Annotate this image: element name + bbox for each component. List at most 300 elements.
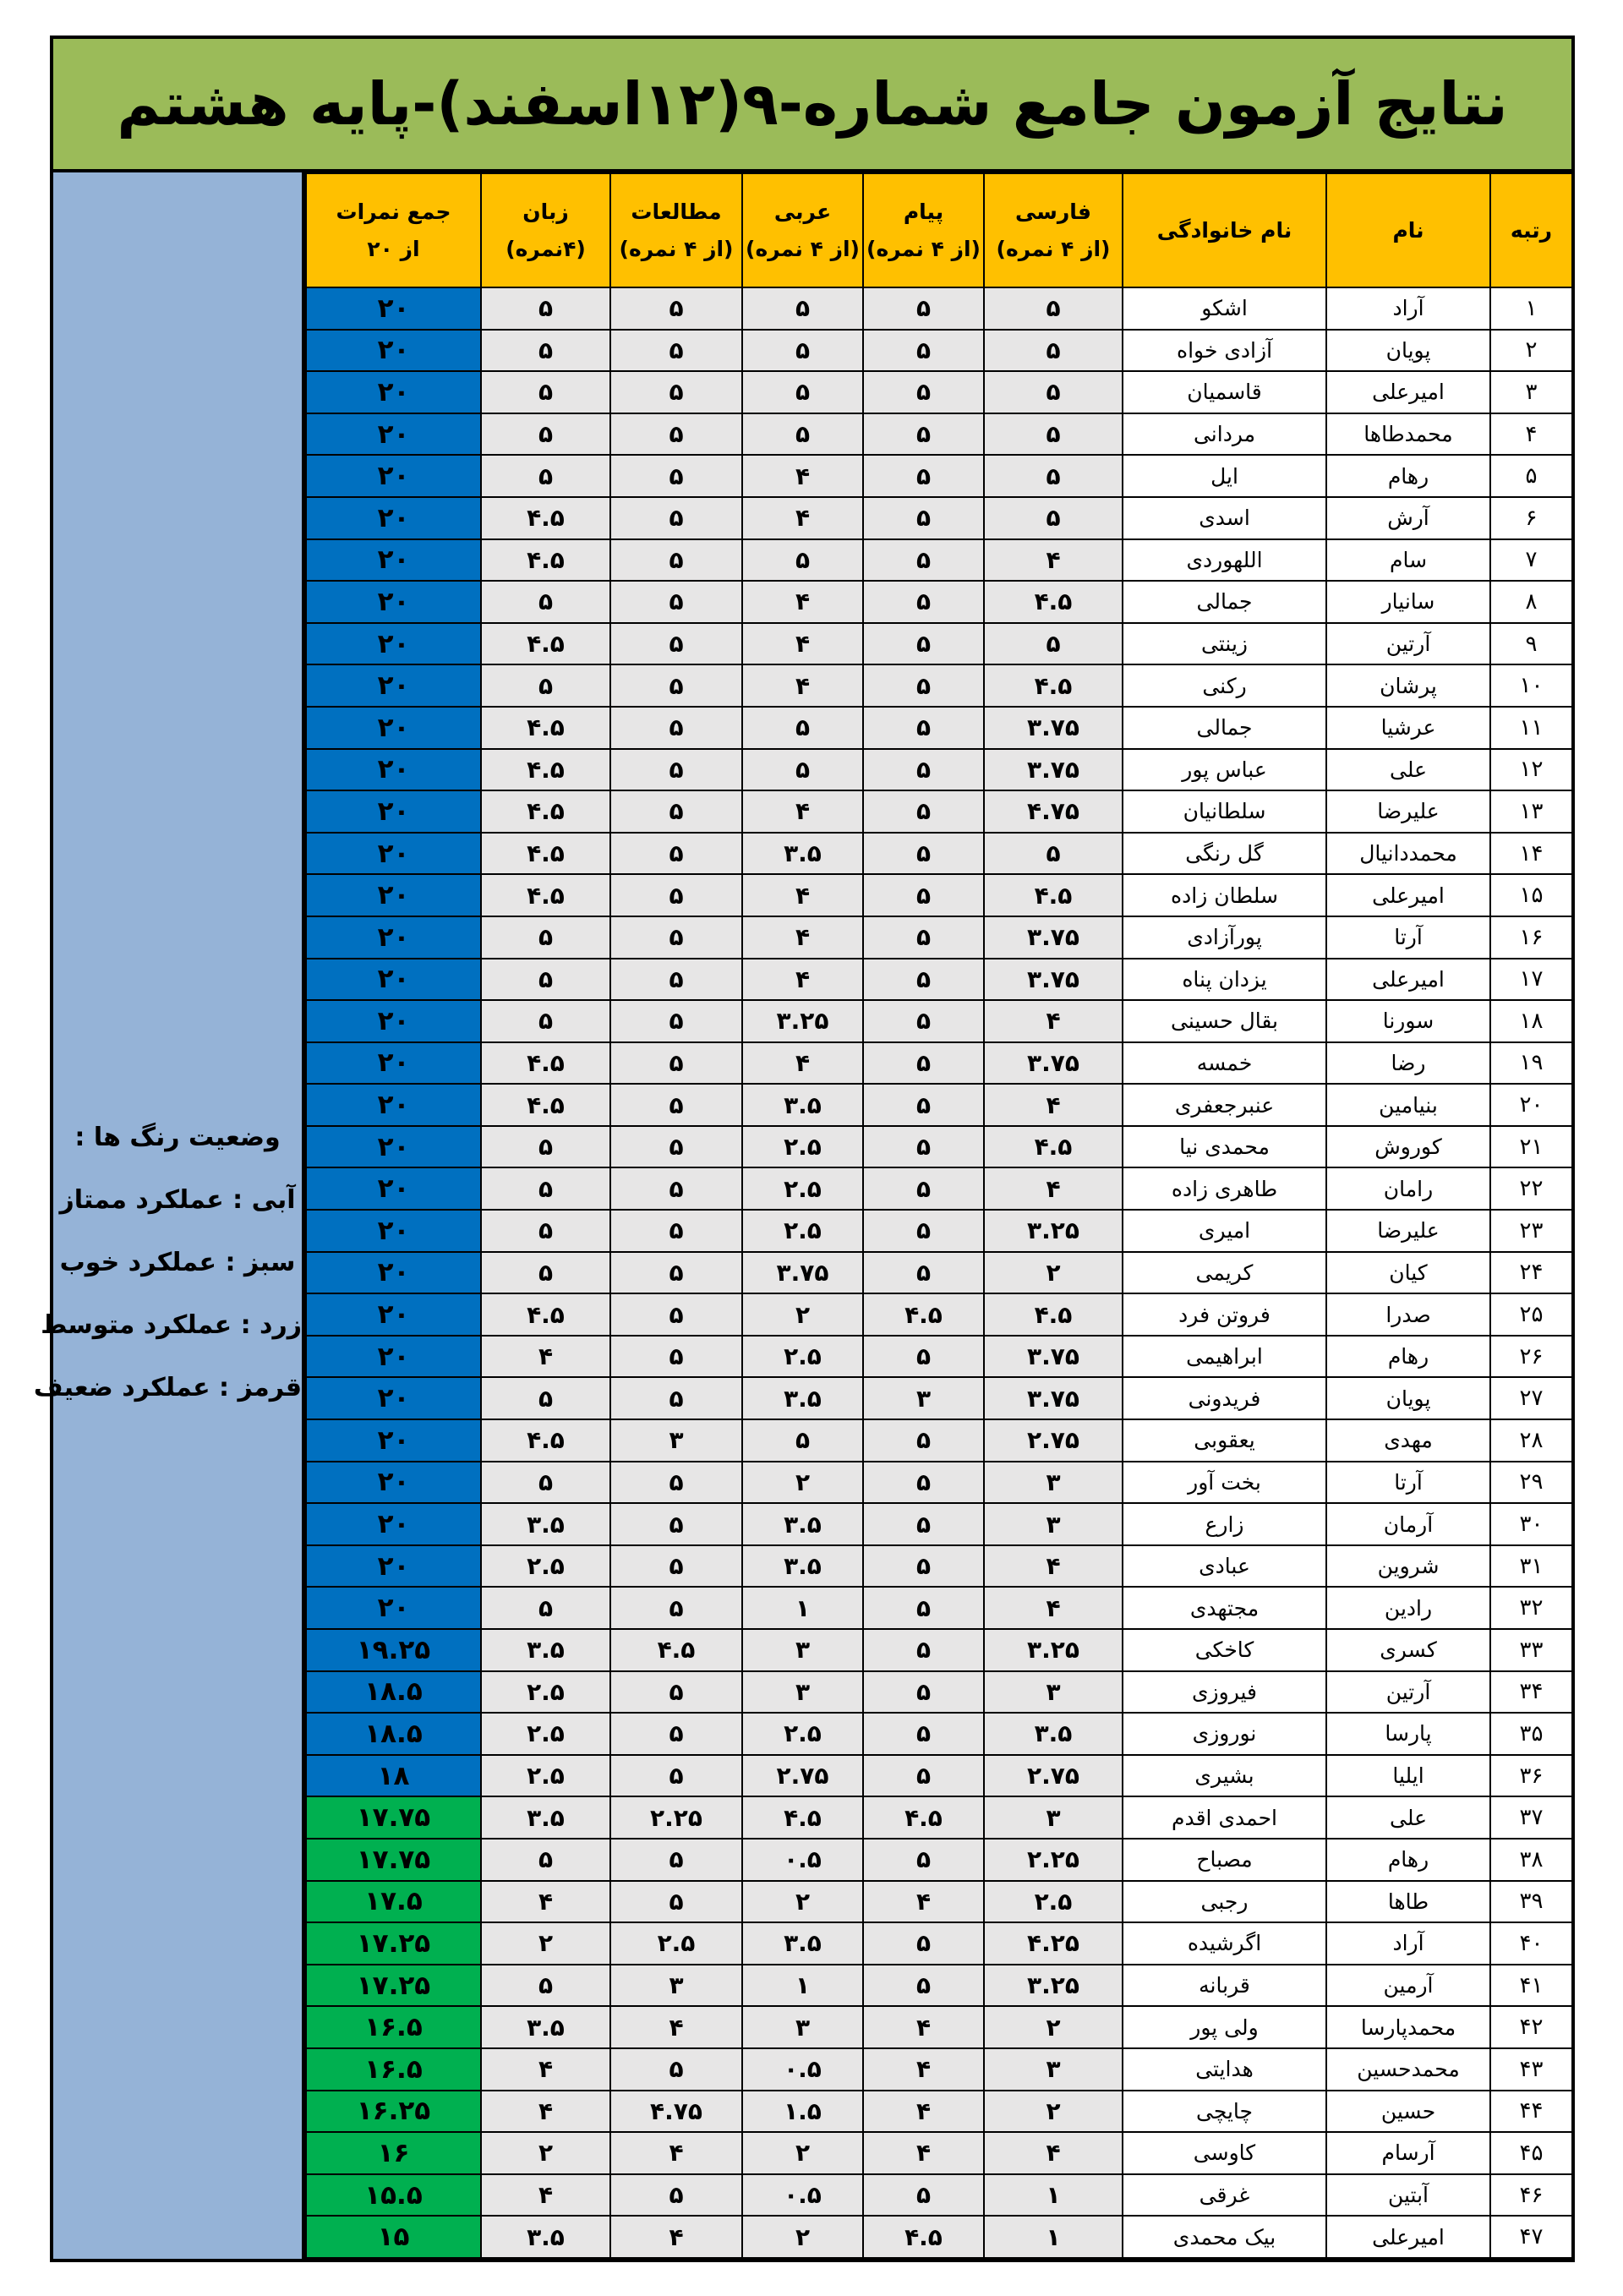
payam-score-cell: ۵ [863, 413, 984, 456]
farsi-score-cell: ۵ [984, 623, 1123, 665]
motaleat-score-cell: ۵ [610, 1839, 742, 1881]
total-score-cell: ۲۰ [306, 1377, 481, 1419]
total-score-cell: ۱۷.۷۵ [306, 1796, 481, 1839]
table-row [306, 413, 1572, 456]
rank-cell: ۷ [1490, 539, 1572, 582]
family-cell: مصباح [1123, 1839, 1326, 1881]
payam-score-cell: ۵ [863, 1336, 984, 1378]
rank-cell: ۱۱ [1490, 707, 1572, 749]
arabi-score-cell: ۳ [742, 2006, 863, 2048]
table-row [306, 1210, 1572, 1252]
zaban-score-cell: ۵ [481, 959, 610, 1001]
farsi-score-cell: ۴.۵ [984, 874, 1123, 916]
name-cell: حسین [1326, 2091, 1490, 2133]
rank-cell: ۱۴ [1490, 833, 1572, 875]
rank-cell: ۲۷ [1490, 1377, 1572, 1419]
table-row [306, 2006, 1572, 2048]
zaban-score-cell: ۵ [481, 1126, 610, 1168]
name-cell: علی [1326, 1796, 1490, 1839]
family-cell: امیری [1123, 1210, 1326, 1252]
col-header-family: نام خانوادگی [1123, 173, 1326, 287]
rank-cell: ۴۷ [1490, 2216, 1572, 2258]
rank-cell: ۵ [1490, 455, 1572, 497]
motaleat-score-cell: ۴.۷۵ [610, 2091, 742, 2133]
table-row [306, 1252, 1572, 1294]
zaban-score-cell: ۵ [481, 1167, 610, 1210]
name-cell: سورنا [1326, 1000, 1490, 1042]
total-score-cell: ۲۰ [306, 1126, 481, 1168]
table-row [306, 1545, 1572, 1588]
name-cell: کسری [1326, 1629, 1490, 1671]
family-cell: طاهری زاده [1123, 1167, 1326, 1210]
zaban-score-cell: ۴ [481, 2048, 610, 2091]
payam-score-cell: ۵ [863, 874, 984, 916]
total-score-cell: ۲۰ [306, 664, 481, 707]
name-cell: رامان [1326, 1167, 1490, 1210]
family-cell: سلطان زاده [1123, 874, 1326, 916]
total-score-cell: ۲۰ [306, 916, 481, 959]
total-score-cell: ۲۰ [306, 1210, 481, 1252]
name-cell: ایلیا [1326, 1755, 1490, 1797]
motaleat-score-cell: ۵ [610, 1167, 742, 1210]
color-legend [33, 1107, 302, 1419]
col-header-farsi: فارسی (از ۴ نمره) [984, 173, 1123, 287]
motaleat-score-cell: ۵ [610, 707, 742, 749]
page-title: نتایج آزمون جامع شماره-۹(۱۲اسفند)-پایه هشتم [53, 39, 1571, 172]
rank-cell: ۱۲ [1490, 749, 1572, 791]
family-cell: مردانی [1123, 413, 1326, 456]
family-cell: ولی پور [1123, 2006, 1326, 2048]
name-cell: پویان [1326, 330, 1490, 372]
name-cell: محمدطاها [1326, 413, 1490, 456]
family-cell: کریمی [1123, 1252, 1326, 1294]
rank-cell: ۶ [1490, 497, 1572, 539]
farsi-score-cell: ۳.۲۵ [984, 1629, 1123, 1671]
motaleat-score-cell: ۵ [610, 833, 742, 875]
col-header-payam: پیام (از ۴ نمره) [863, 173, 984, 287]
name-cell: عرشیا [1326, 707, 1490, 749]
zaban-score-cell: ۲.۵ [481, 1713, 610, 1755]
arabi-score-cell: ۳.۵ [742, 1503, 863, 1545]
arabi-score-cell: ۱ [742, 1587, 863, 1629]
name-cell: آراد [1326, 1922, 1490, 1965]
family-cell: مجتهدی [1123, 1587, 1326, 1629]
motaleat-score-cell: ۵ [610, 413, 742, 456]
rank-cell: ۴۴ [1490, 2091, 1572, 2133]
total-score-cell: ۱۷.۷۵ [306, 1839, 481, 1881]
total-score-cell: ۱۸.۵ [306, 1671, 481, 1714]
name-cell: طاها [1326, 1881, 1490, 1923]
name-cell: رهام [1326, 1336, 1490, 1378]
name-cell: پارسا [1326, 1713, 1490, 1755]
zaban-score-cell: ۴ [481, 2091, 610, 2133]
zaban-score-cell: ۴.۵ [481, 1042, 610, 1085]
farsi-score-cell: ۴ [984, 2132, 1123, 2174]
table-row [306, 1042, 1572, 1085]
farsi-score-cell: ۳ [984, 2048, 1123, 2091]
name-cell: علیرضا [1326, 1210, 1490, 1252]
farsi-score-cell: ۳ [984, 1503, 1123, 1545]
family-cell: بشیری [1123, 1755, 1326, 1797]
arabi-score-cell: ۳ [742, 1671, 863, 1714]
payam-score-cell: ۵ [863, 1503, 984, 1545]
rank-cell: ۲۸ [1490, 1419, 1572, 1462]
motaleat-score-cell: ۴ [610, 2216, 742, 2258]
total-score-cell: ۲۰ [306, 455, 481, 497]
total-score-cell: ۱۸.۵ [306, 1713, 481, 1755]
name-cell: مهدی [1326, 1419, 1490, 1462]
payam-score-cell: ۵ [863, 1545, 984, 1588]
zaban-score-cell: ۲.۵ [481, 1755, 610, 1797]
payam-score-cell: ۵ [863, 1252, 984, 1294]
name-cell: محمدحسین [1326, 2048, 1490, 2091]
rank-cell: ۲۰ [1490, 1084, 1572, 1126]
zaban-score-cell: ۵ [481, 1377, 610, 1419]
name-cell: امیرعلی [1326, 2216, 1490, 2258]
zaban-score-cell: ۵ [481, 581, 610, 623]
total-score-cell: ۲۰ [306, 1042, 481, 1085]
payam-score-cell: ۵ [863, 1587, 984, 1629]
total-score-cell: ۱۶ [306, 2132, 481, 2174]
farsi-score-cell: ۴ [984, 539, 1123, 582]
total-score-cell: ۲۰ [306, 1587, 481, 1629]
table-row [306, 330, 1572, 372]
results-table [305, 172, 1573, 2259]
arabi-score-cell: ۴.۵ [742, 1796, 863, 1839]
payam-score-cell: ۵ [863, 1755, 984, 1797]
rank-cell: ۴۱ [1490, 1965, 1572, 2007]
family-cell: محمدی نیا [1123, 1126, 1326, 1168]
table-row [306, 2091, 1572, 2133]
table-row [306, 1377, 1572, 1419]
motaleat-score-cell: ۵ [610, 1293, 742, 1336]
zaban-score-cell: ۴ [481, 2174, 610, 2217]
total-score-cell: ۲۰ [306, 413, 481, 456]
farsi-score-cell: ۲.۷۵ [984, 1419, 1123, 1462]
rank-cell: ۱ [1490, 287, 1572, 330]
zaban-score-cell: ۴.۵ [481, 707, 610, 749]
table-row [306, 1839, 1572, 1881]
zaban-score-cell: ۴.۵ [481, 749, 610, 791]
motaleat-score-cell: ۵ [610, 1084, 742, 1126]
zaban-score-cell: ۲ [481, 1922, 610, 1965]
payam-score-cell: ۵ [863, 1839, 984, 1881]
table-row [306, 1629, 1572, 1671]
payam-score-cell: ۵ [863, 833, 984, 875]
total-score-cell: ۱۸ [306, 1755, 481, 1797]
farsi-score-cell: ۲ [984, 1252, 1123, 1294]
farsi-score-cell: ۳.۲۵ [984, 1965, 1123, 2007]
payam-score-cell: ۵ [863, 959, 984, 1001]
payam-score-cell: ۵ [863, 1922, 984, 1965]
table-row [306, 497, 1572, 539]
family-cell: ابراهیمی [1123, 1336, 1326, 1378]
table-row [306, 1462, 1572, 1504]
family-cell: عبادی [1123, 1545, 1326, 1588]
farsi-score-cell: ۳.۵ [984, 1713, 1123, 1755]
family-cell: اشکو [1123, 287, 1326, 330]
name-cell: آرمین [1326, 1965, 1490, 2007]
name-cell: آرش [1326, 497, 1490, 539]
total-score-cell: ۲۰ [306, 707, 481, 749]
motaleat-score-cell: ۵ [610, 2048, 742, 2091]
payam-score-cell: ۵ [863, 1965, 984, 2007]
table-row [306, 790, 1572, 833]
rank-cell: ۲۳ [1490, 1210, 1572, 1252]
arabi-score-cell: ۴ [742, 1042, 863, 1085]
arabi-score-cell: ۲ [742, 2216, 863, 2258]
arabi-score-cell: ۵ [742, 413, 863, 456]
family-cell: زارع [1123, 1503, 1326, 1545]
total-score-cell: ۲۰ [306, 371, 481, 413]
total-score-cell: ۲۰ [306, 1462, 481, 1504]
zaban-score-cell: ۵ [481, 1965, 610, 2007]
arabi-score-cell: ۲.۵ [742, 1167, 863, 1210]
total-score-cell: ۱۷.۲۵ [306, 1965, 481, 2007]
arabi-score-cell: ۱ [742, 1965, 863, 2007]
farsi-score-cell: ۲ [984, 2006, 1123, 2048]
farsi-score-cell: ۳.۲۵ [984, 1210, 1123, 1252]
motaleat-score-cell: ۵ [610, 1713, 742, 1755]
table-row [306, 1167, 1572, 1210]
family-cell: جمالی [1123, 707, 1326, 749]
rank-cell: ۲۵ [1490, 1293, 1572, 1336]
name-cell: کیان [1326, 1252, 1490, 1294]
payam-score-cell: ۵ [863, 455, 984, 497]
motaleat-score-cell: ۵ [610, 1545, 742, 1588]
rank-cell: ۳۲ [1490, 1587, 1572, 1629]
zaban-score-cell: ۴.۵ [481, 790, 610, 833]
zaban-score-cell: ۴ [481, 1336, 610, 1378]
rank-cell: ۲ [1490, 330, 1572, 372]
table-row [306, 664, 1572, 707]
farsi-score-cell: ۵ [984, 833, 1123, 875]
farsi-score-cell: ۴.۵ [984, 581, 1123, 623]
arabi-score-cell: ۴ [742, 916, 863, 959]
payam-score-cell: ۵ [863, 1462, 984, 1504]
arabi-score-cell: ۰.۵ [742, 2174, 863, 2217]
motaleat-score-cell: ۵ [610, 287, 742, 330]
name-cell: آرتا [1326, 1462, 1490, 1504]
motaleat-score-cell: ۵ [610, 1252, 742, 1294]
family-cell: قربانه [1123, 1965, 1326, 2007]
col-header-motaleat: مطالعات (از ۴ نمره) [610, 173, 742, 287]
total-score-cell: ۱۶.۵ [306, 2006, 481, 2048]
family-cell: بیک محمدی [1123, 2216, 1326, 2258]
col-header-rank: رتبه [1490, 173, 1572, 287]
family-cell: بخت آور [1123, 1462, 1326, 1504]
total-score-cell: ۲۰ [306, 330, 481, 372]
zaban-score-cell: ۴.۵ [481, 874, 610, 916]
name-cell: رهام [1326, 1839, 1490, 1881]
total-score-cell: ۲۰ [306, 749, 481, 791]
motaleat-score-cell: ۵ [610, 916, 742, 959]
legend-red: قرمز : عملکرد ضعیف [33, 1373, 302, 1402]
family-cell: رکنی [1123, 664, 1326, 707]
zaban-score-cell: ۴.۵ [481, 497, 610, 539]
motaleat-score-cell: ۵ [610, 1881, 742, 1923]
name-cell: محمدپارسا [1326, 2006, 1490, 2048]
name-cell: کوروش [1326, 1126, 1490, 1168]
arabi-score-cell: ۳.۵ [742, 1545, 863, 1588]
motaleat-score-cell: ۴ [610, 2132, 742, 2174]
payam-score-cell: ۵ [863, 623, 984, 665]
farsi-score-cell: ۴ [984, 1167, 1123, 1210]
zaban-score-cell: ۴ [481, 1881, 610, 1923]
table-row [306, 581, 1572, 623]
payam-score-cell: ۵ [863, 790, 984, 833]
zaban-score-cell: ۳.۵ [481, 2216, 610, 2258]
total-score-cell: ۲۰ [306, 1293, 481, 1336]
farsi-score-cell: ۱ [984, 2174, 1123, 2217]
name-cell: صدرا [1326, 1293, 1490, 1336]
name-cell: آرمان [1326, 1503, 1490, 1545]
total-score-cell: ۱۶.۵ [306, 2048, 481, 2091]
total-score-cell: ۲۰ [306, 287, 481, 330]
payam-score-cell: ۴ [863, 2132, 984, 2174]
family-cell: اللهوردی [1123, 539, 1326, 582]
name-cell: آرسام [1326, 2132, 1490, 2174]
zaban-score-cell: ۲ [481, 2132, 610, 2174]
arabi-score-cell: ۳ [742, 1629, 863, 1671]
family-cell: زینتی [1123, 623, 1326, 665]
arabi-score-cell: ۵ [742, 287, 863, 330]
name-cell: پویان [1326, 1377, 1490, 1419]
family-cell: نوروزی [1123, 1713, 1326, 1755]
farsi-score-cell: ۴ [984, 1545, 1123, 1588]
rank-cell: ۳۳ [1490, 1629, 1572, 1671]
motaleat-score-cell: ۵ [610, 497, 742, 539]
total-score-cell: ۲۰ [306, 1503, 481, 1545]
family-cell: هدایتی [1123, 2048, 1326, 2091]
motaleat-score-cell: ۵ [610, 1587, 742, 1629]
farsi-score-cell: ۱ [984, 2216, 1123, 2258]
rank-cell: ۴۳ [1490, 2048, 1572, 2091]
table-row [306, 371, 1572, 413]
legend-green: سبز : عملکرد خوب [59, 1248, 296, 1277]
rank-cell: ۱۳ [1490, 790, 1572, 833]
rank-cell: ۸ [1490, 581, 1572, 623]
table-row [306, 2132, 1572, 2174]
table-row [306, 2048, 1572, 2091]
family-cell: ایل [1123, 455, 1326, 497]
motaleat-score-cell: ۵ [610, 1336, 742, 1378]
farsi-score-cell: ۵ [984, 497, 1123, 539]
motaleat-score-cell: ۵ [610, 790, 742, 833]
family-cell: غرقی [1123, 2174, 1326, 2217]
farsi-score-cell: ۳.۷۵ [984, 916, 1123, 959]
payam-score-cell: ۵ [863, 1084, 984, 1126]
name-cell: رادین [1326, 1587, 1490, 1629]
rank-cell: ۱۶ [1490, 916, 1572, 959]
farsi-score-cell: ۴.۷۵ [984, 790, 1123, 833]
total-score-cell: ۲۰ [306, 1419, 481, 1462]
table-row [306, 1336, 1572, 1378]
name-cell: محمددانیال [1326, 833, 1490, 875]
motaleat-score-cell: ۵ [610, 623, 742, 665]
farsi-score-cell: ۴ [984, 1084, 1123, 1126]
table-row [306, 707, 1572, 749]
farsi-score-cell: ۳ [984, 1671, 1123, 1714]
name-cell: رهام [1326, 455, 1490, 497]
zaban-score-cell: ۵ [481, 1252, 610, 1294]
motaleat-score-cell: ۴ [610, 2006, 742, 2048]
table-row [306, 1126, 1572, 1168]
rank-cell: ۱۹ [1490, 1042, 1572, 1085]
zaban-score-cell: ۵ [481, 371, 610, 413]
payam-score-cell: ۵ [863, 1210, 984, 1252]
zaban-score-cell: ۵ [481, 1839, 610, 1881]
family-cell: جمالی [1123, 581, 1326, 623]
arabi-score-cell: ۴ [742, 664, 863, 707]
family-cell: کاوسی [1123, 2132, 1326, 2174]
motaleat-score-cell: ۵ [610, 1126, 742, 1168]
name-cell: آبتین [1326, 2174, 1490, 2217]
arabi-score-cell: ۴ [742, 455, 863, 497]
family-cell: چایچی [1123, 2091, 1326, 2133]
table-row [306, 1671, 1572, 1714]
col-header-total: جمع نمرات از ۲۰ [306, 173, 481, 287]
col-header-name: نام [1326, 173, 1490, 287]
arabi-score-cell: ۵ [742, 749, 863, 791]
total-score-cell: ۱۵.۵ [306, 2174, 481, 2217]
farsi-score-cell: ۵ [984, 455, 1123, 497]
total-score-cell: ۱۷.۵ [306, 1881, 481, 1923]
farsi-score-cell: ۵ [984, 413, 1123, 456]
rank-cell: ۲۲ [1490, 1167, 1572, 1210]
motaleat-score-cell: ۵ [610, 1377, 742, 1419]
rank-cell: ۲۹ [1490, 1462, 1572, 1504]
payam-score-cell: ۵ [863, 749, 984, 791]
name-cell: علیرضا [1326, 790, 1490, 833]
table-row [306, 287, 1572, 330]
zaban-score-cell: ۵ [481, 1210, 610, 1252]
total-score-cell: ۲۰ [306, 959, 481, 1001]
payam-score-cell: ۴ [863, 2048, 984, 2091]
table-row [306, 623, 1572, 665]
arabi-score-cell: ۲.۵ [742, 1336, 863, 1378]
table-row [306, 1713, 1572, 1755]
arabi-score-cell: ۵ [742, 539, 863, 582]
arabi-score-cell: ۲.۵ [742, 1210, 863, 1252]
name-cell: امیرعلی [1326, 371, 1490, 413]
payam-score-cell: ۴.۵ [863, 2216, 984, 2258]
total-score-cell: ۲۰ [306, 1252, 481, 1294]
family-cell: پورآزادی [1123, 916, 1326, 959]
legend-blue: آبی : عملکرد ممتاز [59, 1185, 296, 1215]
family-cell: احمدی اقدم [1123, 1796, 1326, 1839]
rank-cell: ۳۸ [1490, 1839, 1572, 1881]
table-row [306, 2174, 1572, 2217]
results-sheet [33, 36, 1575, 2262]
table-row [306, 1000, 1572, 1042]
family-cell: آزادی خواه [1123, 330, 1326, 372]
farsi-score-cell: ۲.۵ [984, 1881, 1123, 1923]
farsi-score-cell: ۳.۷۵ [984, 1042, 1123, 1085]
payam-score-cell: ۴.۵ [863, 1293, 984, 1336]
payam-score-cell: ۴ [863, 2091, 984, 2133]
farsi-score-cell: ۳.۷۵ [984, 1377, 1123, 1419]
rank-cell: ۴۰ [1490, 1922, 1572, 1965]
rank-cell: ۱۷ [1490, 959, 1572, 1001]
arabi-score-cell: ۵ [742, 371, 863, 413]
payam-score-cell: ۵ [863, 497, 984, 539]
farsi-score-cell: ۲.۷۵ [984, 1755, 1123, 1797]
name-cell: بنیامین [1326, 1084, 1490, 1126]
payam-score-cell: ۵ [863, 1671, 984, 1714]
color-legend-panel [33, 172, 305, 2259]
arabi-score-cell: ۳.۵ [742, 1922, 863, 1965]
